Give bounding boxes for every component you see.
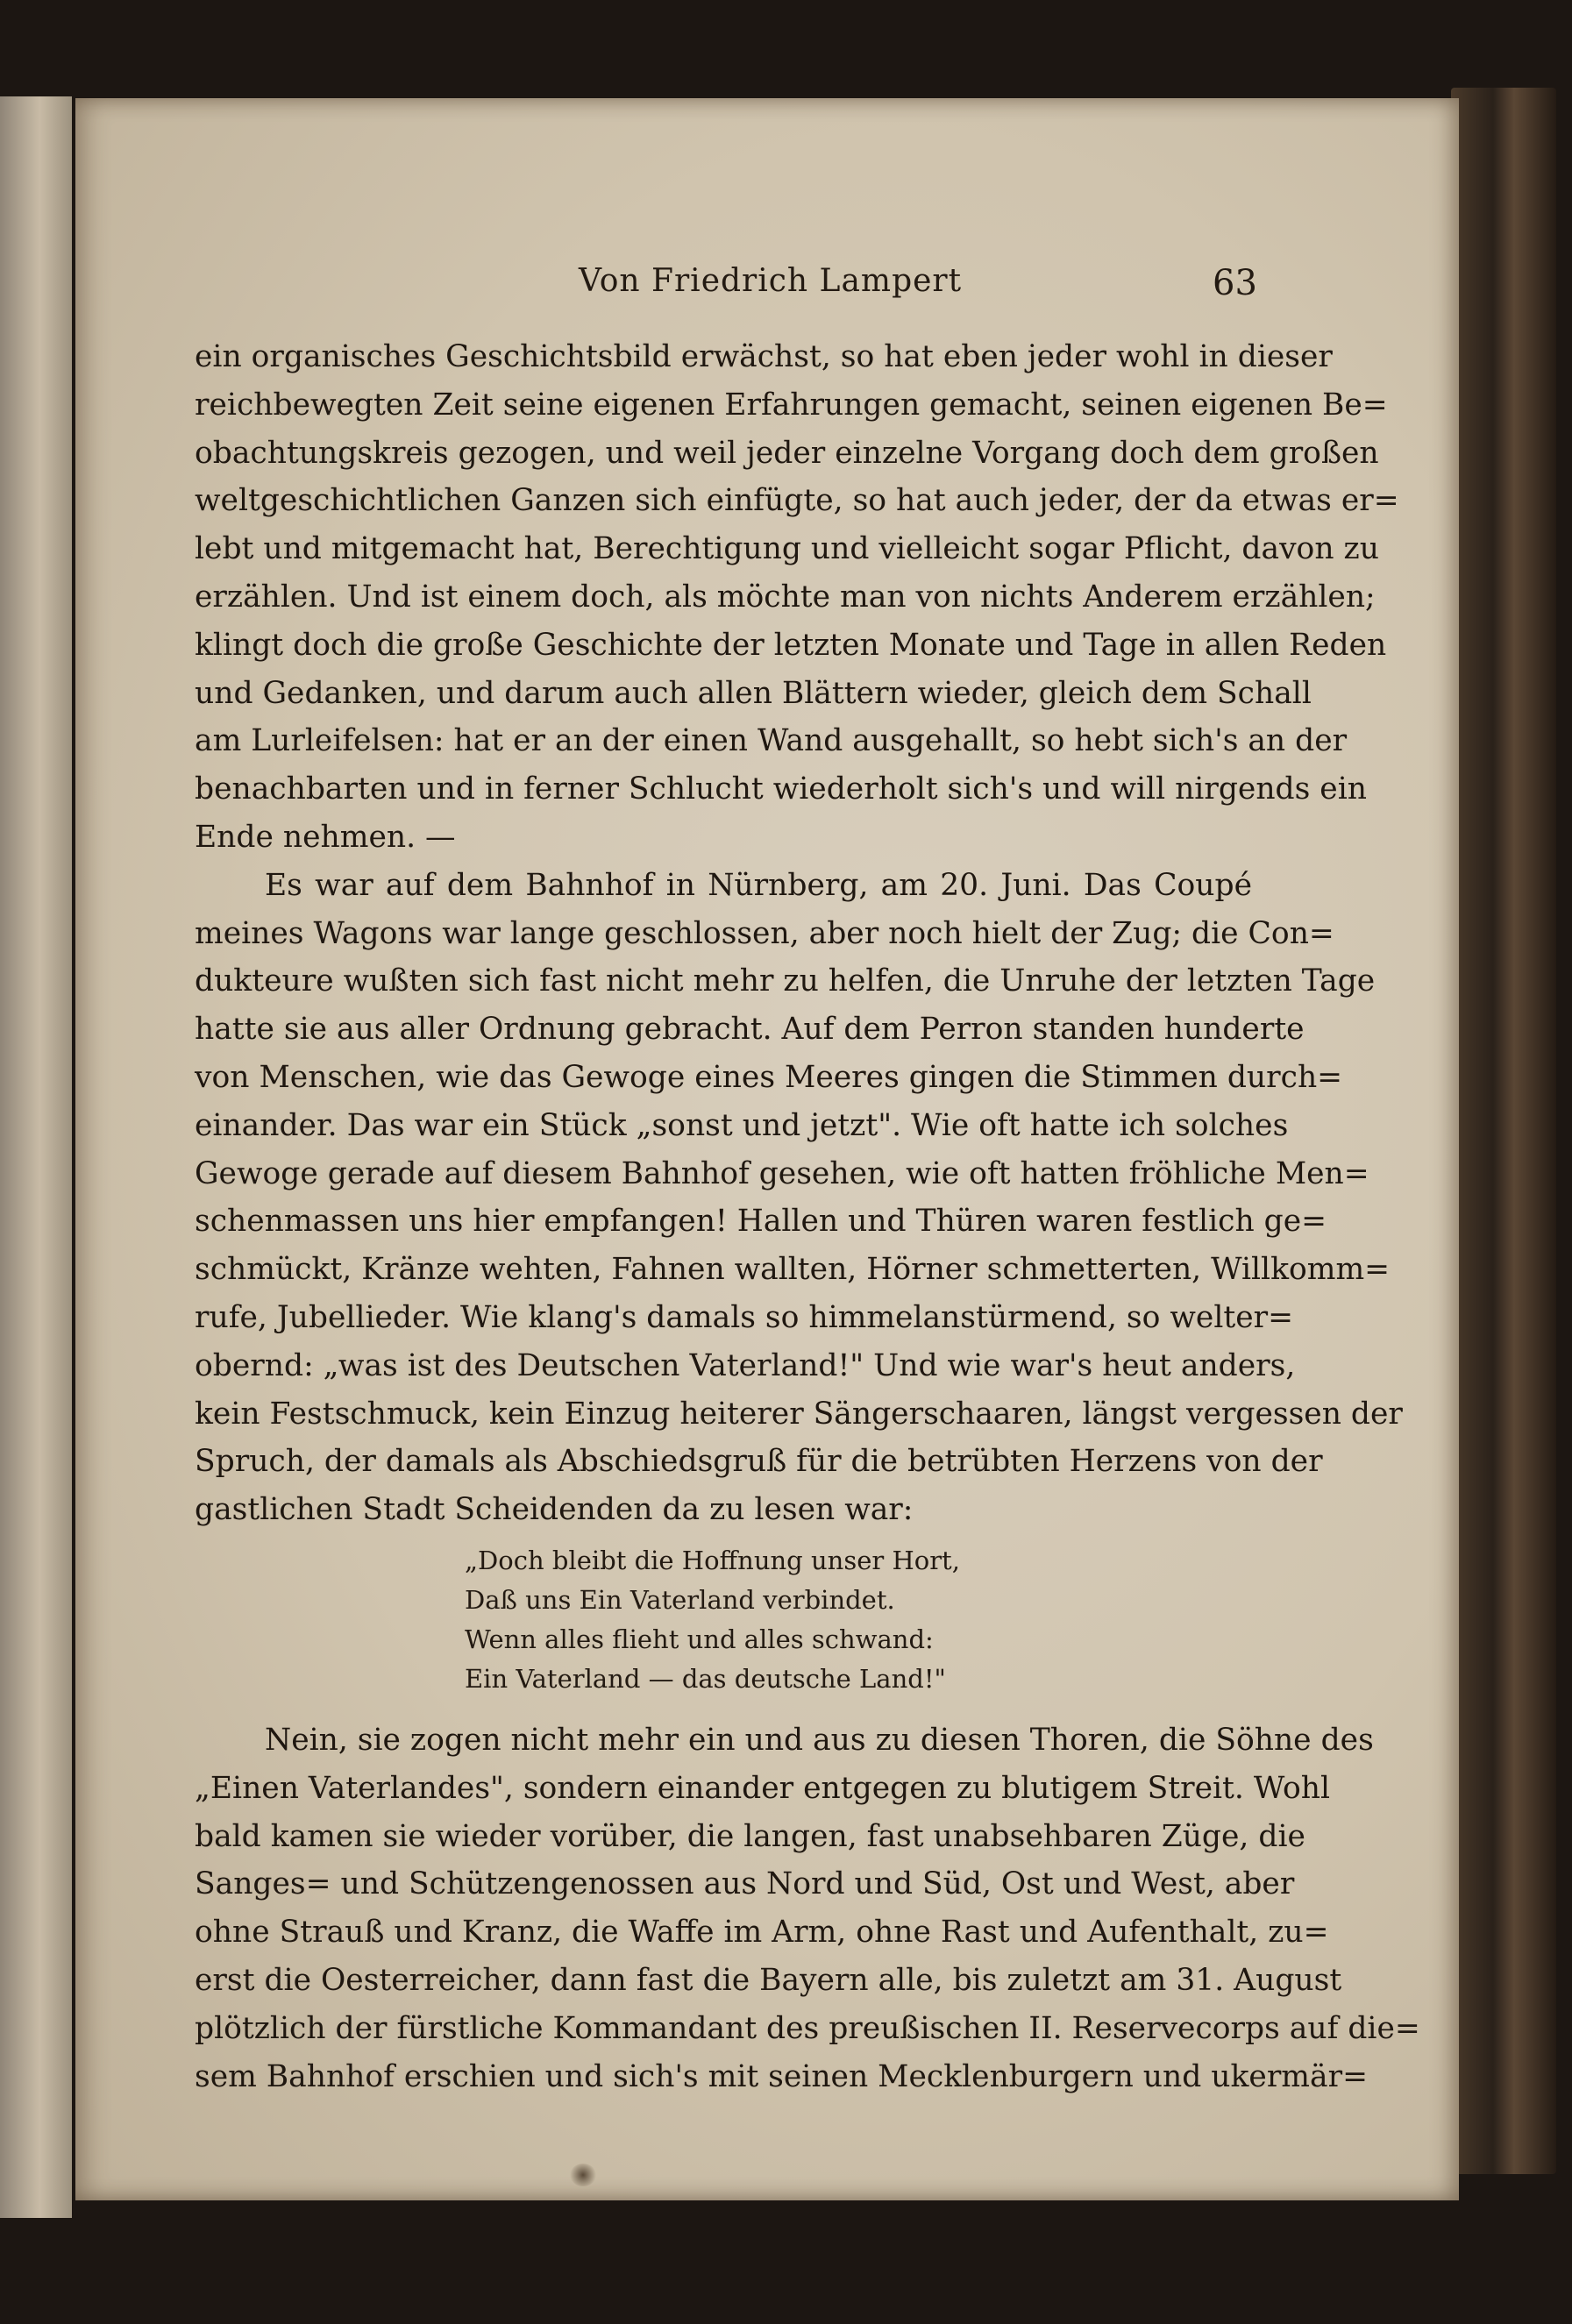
text-line: „Einen Vaterlandes", sondern einander entgegen zu blutigem Streit. Wohl bbox=[195, 1770, 1330, 1806]
text-line: reichbewegten Zeit seine eigenen Erfahrungen gemacht, seinen eigenen Be= bbox=[195, 387, 1388, 423]
text-line: benachbarten und in ferner Schlucht wiederholt sich's und will nirgends ein bbox=[195, 771, 1367, 807]
text-line: Gewoge gerade auf diesem Bahnhof gesehen, wie oft hatten fröhliche Men= bbox=[195, 1155, 1369, 1191]
text-line: gastlichen Stadt Scheidenden da zu lesen war: bbox=[195, 1492, 914, 1528]
text-line: und Gedanken, und darum auch allen Blättern wieder, gleich dem Schall bbox=[195, 675, 1312, 711]
facing-page-edge bbox=[0, 96, 72, 2218]
verse-line: Wenn alles flieht und alles schwand: bbox=[465, 1624, 934, 1654]
text-body bbox=[195, 333, 1403, 1534]
text-line: meines Wagons war lange geschlossen, aber noch hielt der Zug; die Con= bbox=[195, 915, 1334, 951]
text-line: hatte sie aus aller Ordnung gebracht. Auf dem Perron standen hunderte bbox=[195, 1012, 1305, 1048]
text-line: ein organisches Geschichtsbild erwächst, so hat eben jeder wohl in dieser bbox=[195, 339, 1333, 374]
verse-line: Ein Vaterland — das deutsche Land!" bbox=[465, 1664, 946, 1694]
text-line: Sanges= und Schützengenossen aus Nord und Süd, Ost und West, aber bbox=[195, 1866, 1295, 1902]
running-title: Von Friedrich Lampert bbox=[579, 263, 963, 299]
book-cover-edge bbox=[1451, 88, 1556, 2174]
text-line: von Menschen, wie das Gewoge eines Meeres gingen die Stimmen durch= bbox=[195, 1059, 1343, 1095]
ink-stain bbox=[570, 2164, 596, 2186]
text-body-continued bbox=[195, 1716, 1420, 2100]
text-line: weltgeschichtlichen Ganzen sich einfügte, so hat auch jeder, der da etwas er= bbox=[195, 483, 1399, 519]
page-number: 63 bbox=[1213, 263, 1257, 303]
text-line: Spruch, der damals als Abschiedsgruß für die betrübten Herzens von der bbox=[195, 1444, 1323, 1480]
verse-quotation bbox=[465, 1541, 960, 1699]
text-line: sem Bahnhof erschien und sich's mit seinen Mecklenburgern und ukermär= bbox=[195, 2058, 1368, 2094]
text-line: einander. Das war ein Stück „sonst und jetzt". Wie oft hatte ich solches bbox=[195, 1107, 1289, 1143]
text-line: lebt und mitgemacht hat, Berechtigung und vielleicht sogar Pflicht, davon zu bbox=[195, 531, 1379, 567]
text-line: Nein, sie zogen nicht mehr ein und aus zu diesen Thoren, die Söhne des bbox=[265, 1723, 1374, 1758]
text-line: klingt doch die große Geschichte der letzten Monate und Tage in allen Reden bbox=[195, 627, 1387, 663]
text-line: ohne Strauß und Kranz, die Waffe im Arm, ohne Rast und Aufenthalt, zu= bbox=[195, 1915, 1329, 1951]
verse-line: Daß uns Ein Vaterland verbindet. bbox=[465, 1585, 895, 1615]
text-line: Es war auf dem Bahnhof in Nürnberg, am 20. Juni. Das Coupé bbox=[265, 867, 1252, 903]
text-line: erst die Oesterreicher, dann fast die Bayern alle, bis zuletzt am 31. August bbox=[195, 1962, 1342, 1998]
text-line: obachtungskreis gezogen, und weil jeder einzelne Vorgang doch dem großen bbox=[195, 435, 1379, 471]
text-line: bald kamen sie wieder vorüber, die langen, fast unabsehbaren Züge, die bbox=[195, 1818, 1305, 1854]
text-line: kein Festschmuck, kein Einzug heiterer Sängerschaaren, längst vergessen der bbox=[195, 1396, 1403, 1432]
text-line: dukteure wußten sich fast nicht mehr zu helfen, die Unruhe der letzten Tage bbox=[195, 963, 1376, 999]
text-line: schmückt, Kränze wehten, Fahnen wallten, Hörner schmetterten, Willkomm= bbox=[195, 1252, 1391, 1288]
text-line: schenmassen uns hier empfangen! Hallen und Thüren waren festlich ge= bbox=[195, 1204, 1327, 1240]
verse-line: „Doch bleibt die Hoffnung unser Hort, bbox=[465, 1546, 960, 1575]
text-line: Ende nehmen. — bbox=[195, 819, 456, 855]
text-line: rufe, Jubellieder. Wie klang's damals so himmelanstürmend, so welter= bbox=[195, 1299, 1294, 1335]
text-line: obernd: „was ist des Deutschen Vaterland!" Und wie war's heut anders, bbox=[195, 1347, 1296, 1383]
text-line: am Lurleifelsen: hat er an der einen Wand ausgehallt, so hebt sich's an der bbox=[195, 723, 1348, 759]
text-line: plötzlich der fürstliche Kommandant des preußischen II. Reservecorps auf die= bbox=[195, 2010, 1420, 2046]
text-line: erzählen. Und ist einem doch, als möchte man von nichts Anderem erzählen; bbox=[195, 579, 1376, 615]
